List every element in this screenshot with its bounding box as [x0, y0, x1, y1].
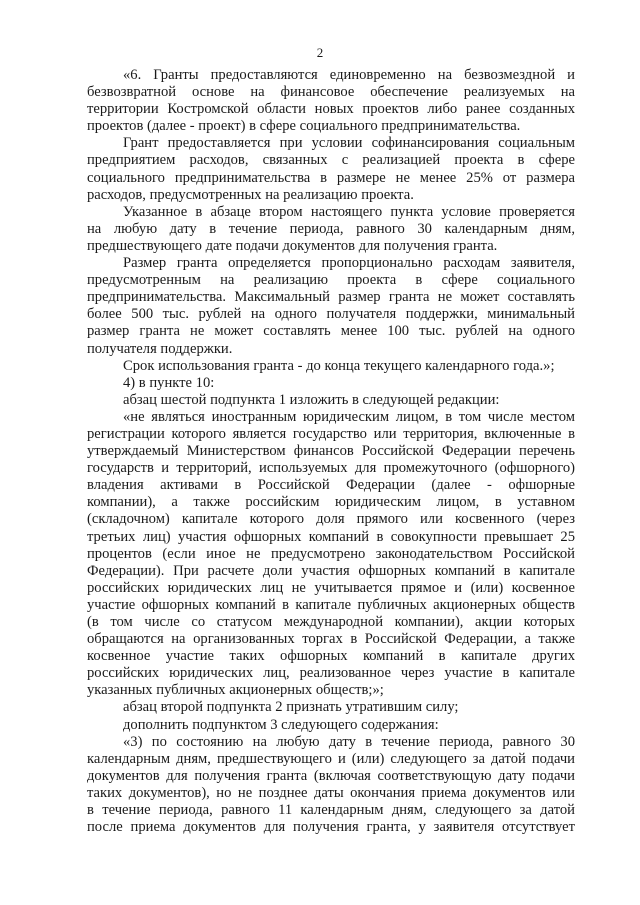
- document-body: [87, 67, 575, 836]
- page-number: 2: [316, 45, 324, 60]
- text-line: более 500 тыс. рублей на одного получателя поддержки, минимальный: [87, 306, 575, 323]
- text-line: владения активами в Российской Федерации (далее - офшорные: [87, 477, 575, 494]
- text-line: после приема документов для получения гранта, у заявителя отсутствует: [87, 819, 575, 836]
- text-line: обращаются на организованных торгах в Российской Федерации, а также: [87, 631, 575, 648]
- text-line: социального предпринимательства в размере не менее 25% от размера: [87, 169, 575, 186]
- text-line: 4) в пункте 10:: [123, 374, 215, 391]
- text-line: безвозвратной основе на финансовое обеспечение реализуемых на: [87, 84, 575, 101]
- text-line: «6. Гранты предоставляются единовременно на безвозмездной и: [123, 67, 575, 83]
- text-line: Срок использования гранта - до конца текущего календарного года.»;: [123, 357, 555, 374]
- text-line: территории Костромской области новых проектов либо ранее созданных: [87, 101, 575, 118]
- text-line: дополнить подпунктом 3 следующего содержания:: [123, 716, 439, 733]
- text-line: на любую дату в течение периода, равного 30 календарным дням,: [87, 220, 575, 237]
- text-line: предусмотренным на реализацию проекта в сфере социального: [87, 272, 575, 289]
- text-line: российских юридических лиц, реализованное через участие в капитале: [87, 665, 575, 682]
- text-line: процентов (если иное не предусмотрено законодательством Российской: [87, 545, 575, 562]
- text-line: российских юридических лиц не учитывается прямое и (или) косвенное: [87, 579, 575, 596]
- text-line: таких документов), но не позднее даты окончания приема документов или: [87, 784, 575, 801]
- text-line: Федерации). При расчете доли участия офшорных компаний в капитале: [87, 562, 575, 579]
- text-line: компании), а также российским юридическим лицом, в уставном: [87, 494, 575, 511]
- text-line: получателя поддержки.: [87, 340, 233, 357]
- text-line: в течение периода, равного 11 календарным дням, следующего за датой: [87, 802, 575, 819]
- text-line: Грант предоставляется при условии софинансирования социальным: [123, 135, 575, 152]
- text-line: абзац шестой подпункта 1 изложить в следующей редакции:: [123, 391, 500, 408]
- text-line: указанных публичных акционерных обществ;»;: [87, 682, 384, 699]
- text-line: документов для получения гранта (включая соответствующую дату подачи: [87, 767, 575, 784]
- text-line: «3) по состоянию на любую дату в течение периода, равного 30: [123, 733, 575, 750]
- text-line: предшествующего дате подачи документов для получения гранта.: [87, 237, 498, 254]
- text-line: проектов (далее - проект) в сфере социального предпринимательства.: [87, 118, 521, 135]
- text-line: участие офшорных компаний в капитале публичных акционерных обществ: [87, 596, 575, 613]
- text-line: Размер гранта определяется пропорционально расходам заявителя,: [123, 255, 575, 272]
- text-line: абзац второй подпункта 2 признать утратившим силу;: [123, 699, 459, 716]
- text-line: календарным дням, предшествующего и (или) следующего за датой подачи: [87, 750, 575, 767]
- text-line: «не являться иностранным юридическим лицом, в том числе местом: [123, 408, 575, 425]
- text-line: расходов, предусмотренных на реализацию проекта.: [87, 186, 414, 203]
- text-line: регистрации которого является государство или территория, включенные в: [87, 425, 575, 442]
- text-line: третьих лиц) участия офшорных компаний в совокупности превышает 25: [87, 528, 575, 545]
- text-line: (в том числе со статусом международной компании), акции которых: [87, 614, 575, 630]
- text-line: государств и территорий, используемых для промежуточного (офшорного): [87, 460, 575, 477]
- text-line: предпринимательства. Максимальный размер гранта не может составлять: [87, 289, 575, 306]
- text-line: косвенное участие таких офшорных компаний в капитале других: [87, 648, 575, 665]
- text-line: утверждаемый Министерством финансов Российской Федерации перечень: [87, 443, 575, 460]
- text-line: предприятием расходов, связанных с реализацией проекта в сфере: [87, 152, 575, 169]
- text-line: Указанное в абзаце втором настоящего пункта условие проверяется: [123, 203, 575, 220]
- text-line: размер гранта не может составлять менее 100 тыс. рублей на одного: [87, 323, 575, 340]
- text-line: (складочном) капитале которого доля прямого или косвенного (через: [87, 511, 575, 528]
